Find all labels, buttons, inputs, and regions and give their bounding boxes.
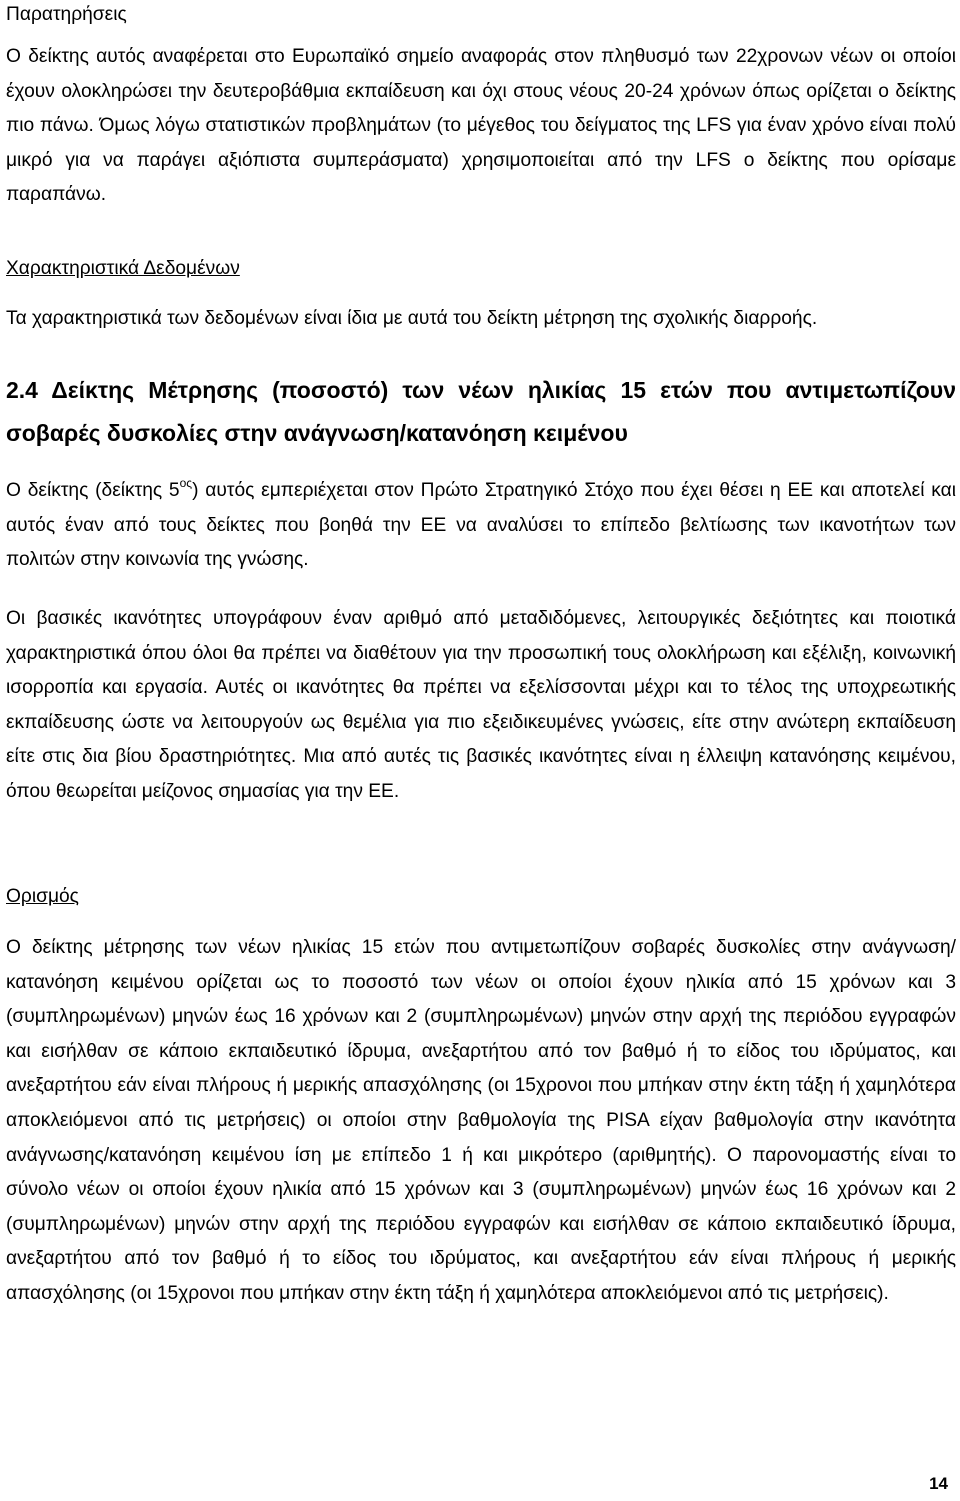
data-characteristics-paragraph: Τα χαρακτηριστικά των δεδομένων είναι ίδια με αυτά του δείκτη μέτρηση της σχολικής διαρροής. (6, 308, 818, 329)
notes-paragraph: Ο δείκτης αυτός αναφέρεται στο Ευρωπαϊκό σημείο αναφοράς στον πληθυσμό των 22χρονων νέων οι οποίοι έχουν ολοκληρώσει την δευτεροβάθμια εκπαίδευση και όχι στους νέους 20-24 χρόνων όπως ορίζεται ο δείκτης πιο πάνω. Όμως λόγω στατιστικών προβλημάτων (το μέγεθος του δείγματος της LFS για έναν χρόνο είναι πολύ μικρό για να παράγει αξιόπιστα συμπεράσματα) χρησιμοποιείται από την LFS ο δείκτης που ορίσαμε παραπάνω. (6, 46, 956, 206)
section-intro-superscript: ος (179, 476, 193, 490)
key-competences-paragraph: Οι βασικές ικανότητες υπογράφουν έναν αριθμό από μεταδιδόμενες, λειτουργικές δεξιότητες και ποιοτικά χαρακτηριστικά όπου όλοι θα πρέπει να διαθέτουν για την προσωπική τους ολοκλήρωση και εξέλιξη, κοινωνική ισορροπία και εργασία. Αυτές οι ικανότητες θα πρέπει να εξελίσσονται μέχρι και το τέλος της υποχρεωτικής εκπαίδευσης ώστε να λειτουργούν ως θεμέλια για πιο εξειδικευμένες γνώσεις, είτε στην ανώτερη εκπαίδευση είτε στις δια βίου δραστηριότητες. Μια από αυτές τις βασικές ικανότητες είναι η έλλειψη κατανόησης κειμένου, όπου θεωρείται μείζονος σημασίας για την ΕΕ. (6, 608, 956, 802)
page-number: 14 (929, 1474, 948, 1493)
notes-heading: Παρατηρήσεις (6, 4, 127, 25)
section-title: 2.4 Δείκτης Μέτρησης (ποσοστό) των νέων ηλικίας 15 ετών που αντιμετωπίζουν σοβαρές δυσκολίες στην ανάγνωση/κατανόηση κειμένου (6, 377, 956, 446)
section-intro-before: Ο δείκτης (δείκτης 5 (6, 480, 180, 501)
definition-paragraph: Ο δείκτης μέτρησης των νέων ηλικίας 15 ετών που αντιμετωπίζουν σοβαρές δυσκολίες στην ανάγνωση/κατανόηση κειμένου ορίζεται ως το ποσοστό των νέων οι οποίοι έχουν ηλικία από 15 χρόνων και 3 (συμπληρωμένων) μηνών έως 16 χρόνων και 2 (συμπληρωμένων) μηνών στην αρχή της περιόδου εγγραφών και εισήλθαν σε κάποιο εκπαιδευτικό ίδρυμα, ανεξαρτήτου από τον βαθμό ή το είδος του ιδρύματος, και ανεξαρτήτου εάν είναι πλήρους ή μερικής απασχόλησης (οι 15χρονοι που μπήκαν στην έκτη τάξη ή χαμηλότερα αποκλειόμενοι από τις μετρήσεις) οι οποίοι στην βαθμολογία της PISA είχαν βαθμολογία στην ικανότητα ανάγνωσης/κατανόηση κειμένου ίση με επίπεδο 1 ή και μικρότερο (αριθμητής). Ο παρονομαστής είναι το σύνολο νέων οι οποίοι έχουν ηλικία από 15 χρόνων και 3 (συμπληρωμένων) μηνών έως 16 χρόνων και 2 (συμπληρωμένων) μηνών στην αρχή της περιόδου εγγραφών και εισήλθαν σε κάποιο εκπαιδευτικό ίδρυμα, ανεξαρτήτου από τον βαθμό ή το είδος του ιδρύματος, και ανεξαρτήτου εάν είναι πλήρους ή μερικής απασχόλησης (οι 15χρονοι που μπήκαν στην έκτη τάξη ή χαμηλότερα αποκλειόμενοι από τις μετρήσεις). (6, 937, 956, 1304)
section-intro-paragraph (6, 474, 956, 578)
definition-heading: Ορισμός (6, 886, 79, 907)
data-characteristics-heading: Χαρακτηριστικά Δεδομένων (6, 258, 240, 279)
section-intro-after: ) αυτός εμπεριέχεται στον Πρώτο Στρατηγικό Στόχο που έχει θέσει η ΕΕ και αποτελεί και αυτός έναν από τους δείκτες που βοηθά την ΕΕ να αναλύσει το επίπεδο βελτίωσης των ικανοτήτων των πολιτών στην κοινωνία της γνώσης. (6, 480, 956, 571)
